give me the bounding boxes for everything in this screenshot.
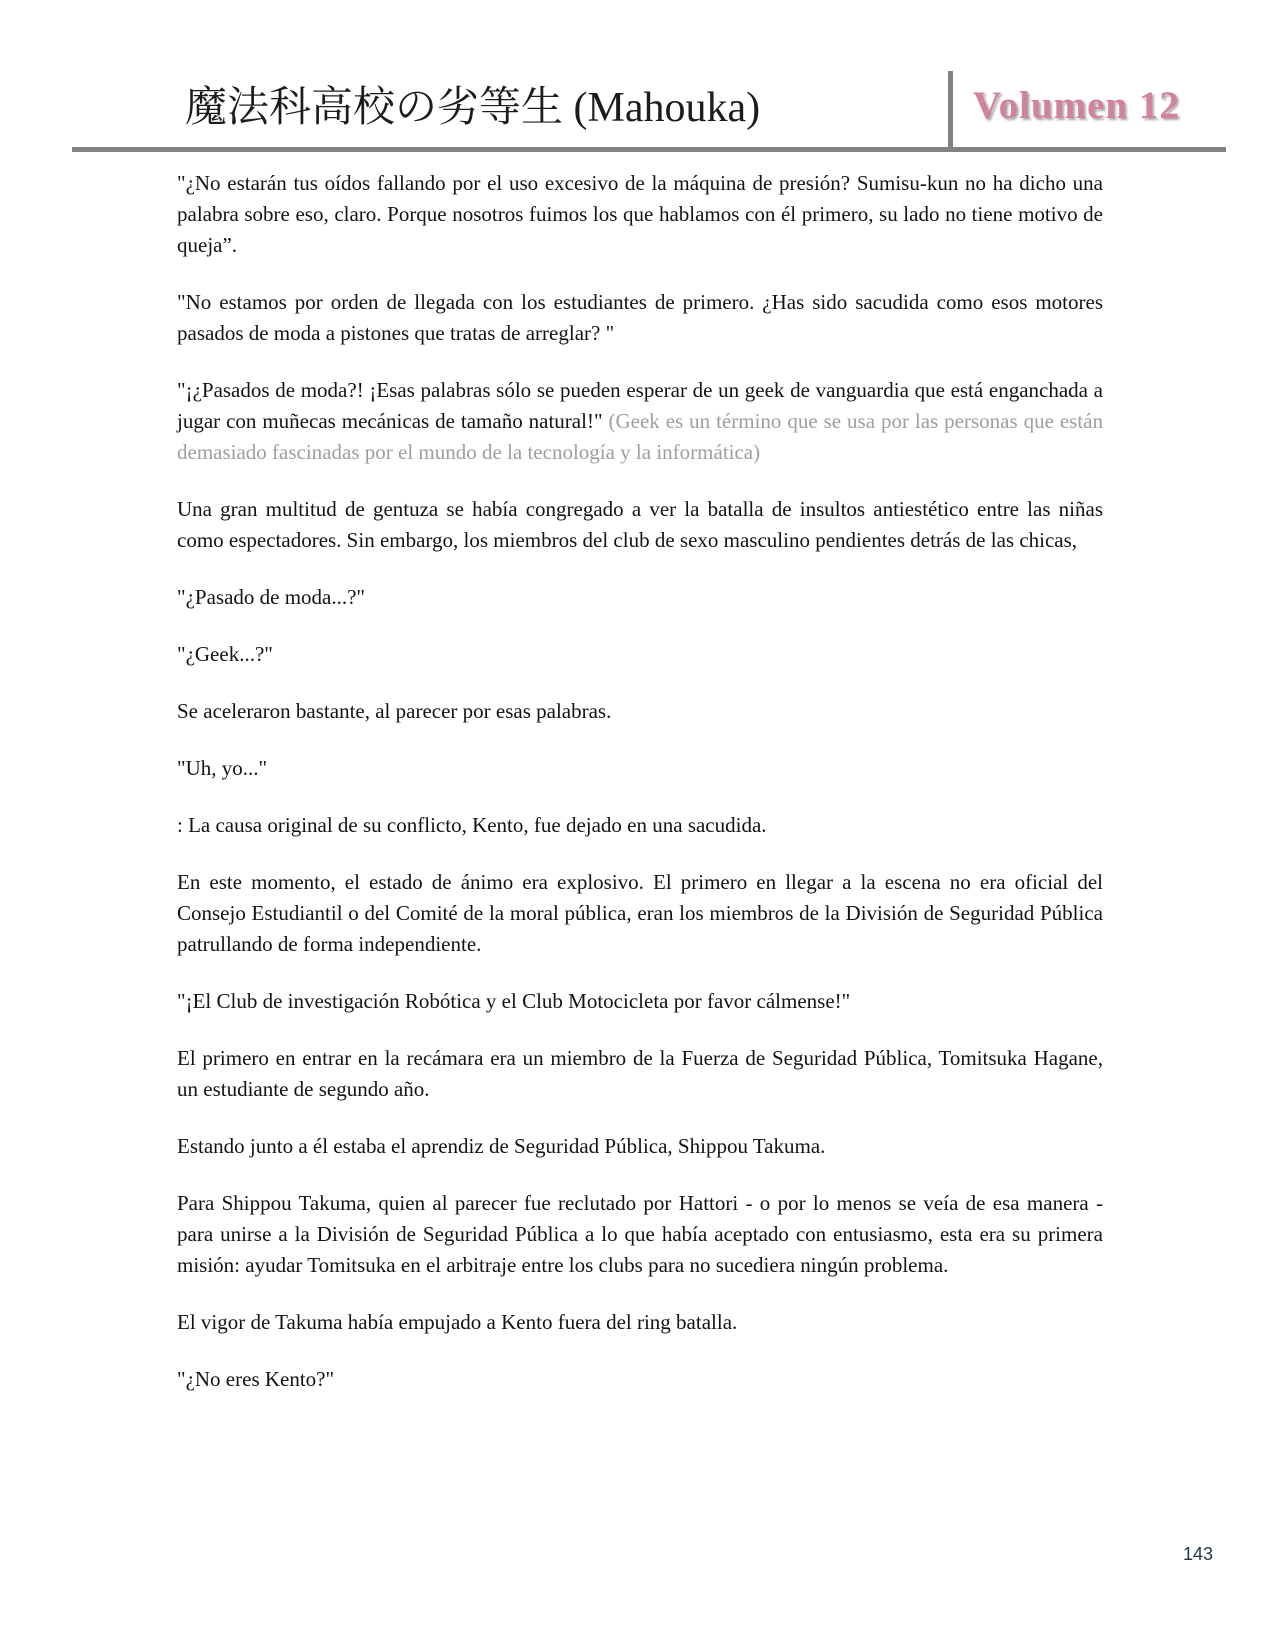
paragraph <box>177 582 1103 613</box>
paragraph-text: "Uh, yo..." <box>177 756 268 780</box>
paragraph-text: : La causa original de su conflicto, Kento, fue dejado en una sacudida. <box>177 813 767 837</box>
translator-note: (Geek es un término que se usa por las personas que están demasiado fascinadas por el mundo de la tecnología y la informática) <box>177 409 1103 464</box>
page-number: 143 <box>1182 1544 1213 1564</box>
paragraph-text: "¿Pasado de moda...?" <box>177 585 366 609</box>
paragraph-text: El vigor de Takuma había empujado a Kento fuera del ring batalla. <box>177 1310 738 1334</box>
paragraph <box>177 1188 1103 1281</box>
paragraph <box>177 1043 1103 1105</box>
paragraph <box>177 639 1103 670</box>
volume-divider-bar <box>948 71 953 150</box>
paragraph <box>177 494 1103 556</box>
paragraph-text: Una gran multitud de gentuza se había congregado a ver la batalla de insultos antiestético entre las niñas como espectadores. Sin embargo, los miembros del club de sexo masculino pendientes detrás de las chicas, <box>177 497 1103 552</box>
paragraph <box>177 168 1103 261</box>
paragraph-text: En este momento, el estado de ánimo era explosivo. El primero en llegar a la escena no era oficial del Consejo Estudiantil o del Comité de la moral pública, eran los miembros de la División de Seguridad Pública patrullando de forma independiente. <box>177 870 1103 956</box>
paragraph-text: Estando junto a él estaba el aprendiz de Seguridad Pública, Shippou Takuma. <box>177 1134 826 1158</box>
paragraph-text: "¡El Club de investigación Robótica y el Club Motocicleta por favor cálmense!" <box>177 989 851 1013</box>
paragraph-text: "¿No estarán tus oídos fallando por el uso excesivo de la máquina de presión? Sumisu-kun no ha dicho una palabra sobre eso, claro. Porque nosotros fuimos los que hablamos con él primero, su lado no tiene motivo de queja”. <box>177 171 1103 257</box>
volume-label: Volumen 12 <box>973 84 1180 127</box>
page-title: 魔法科高校の劣等生 (Mahouka) <box>185 85 761 131</box>
paragraph <box>177 986 1103 1017</box>
header-rule <box>72 147 1226 152</box>
paragraph <box>177 375 1103 468</box>
paragraph <box>177 287 1103 349</box>
paragraph <box>177 1131 1103 1162</box>
paragraph-text: Se aceleraron bastante, al parecer por esas palabras. <box>177 699 612 723</box>
paragraph-text: "¿Geek...?" <box>177 642 273 666</box>
paragraph-text: "No estamos por orden de llegada con los estudiantes de primero. ¿Has sido sacudida como esos motores pasados de moda a pistones que tratas de arreglar? " <box>177 290 1103 345</box>
content <box>177 168 1103 1421</box>
paragraph <box>177 1307 1103 1338</box>
paragraph-text: El primero en entrar en la recámara era un miembro de la Fuerza de Seguridad Pública, Tomitsuka Hagane, un estudiante de segundo año. <box>177 1046 1103 1101</box>
paragraph <box>177 753 1103 784</box>
paragraph-text: "¡¿Pasados de moda?! ¡Esas palabras sólo se pueden esperar de un geek de vanguardia que está enganchada a jugar con muñecas mecánicas de tamaño natural!" <box>177 378 1103 433</box>
paragraph-text: Para Shippou Takuma, quien al parecer fue reclutado por Hattori - o por lo menos se veía de esa manera - para unirse a la División de Seguridad Pública a lo que había aceptado con entusiasmo, esta era su primera misión: ayudar Tomitsuka en el arbitraje entre los clubs para no sucediera ningún problema. <box>177 1191 1103 1277</box>
paragraph <box>177 1364 1103 1395</box>
paragraph-text: "¿No eres Kento?" <box>177 1367 335 1391</box>
paragraph <box>177 696 1103 727</box>
paragraph <box>177 867 1103 960</box>
paragraph <box>177 810 1103 841</box>
